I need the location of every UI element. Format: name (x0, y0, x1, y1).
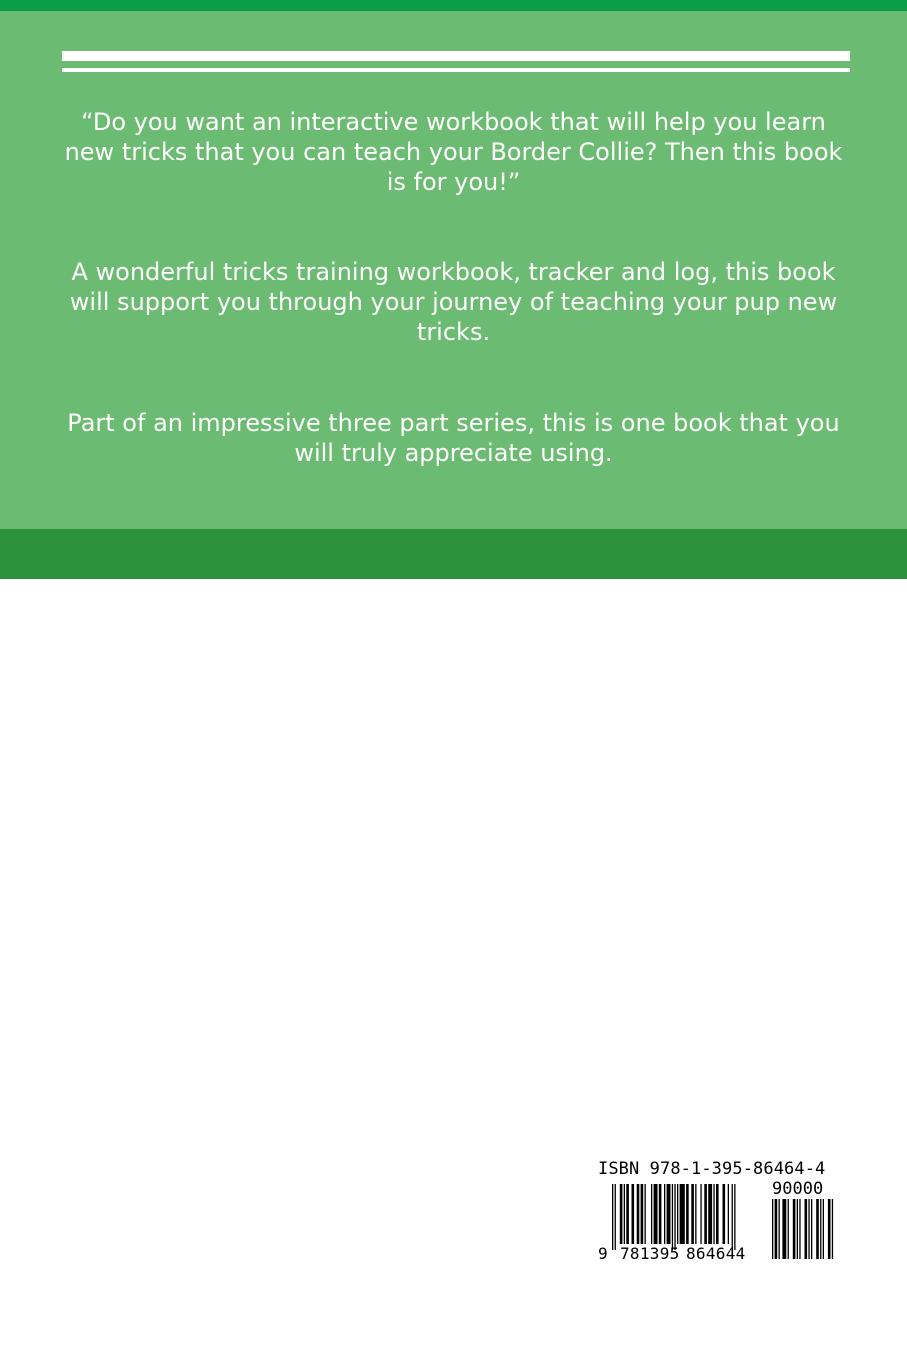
description-panel (0, 11, 907, 529)
barcode-bar (782, 1199, 786, 1259)
barcode-bar (713, 1184, 714, 1244)
barcode-bar (632, 1184, 635, 1244)
blurb-paragraph-3: Part of an impressive three part series, this is one book that you will truly appreciate using. (67, 409, 840, 467)
barcode-bar (734, 1184, 735, 1250)
barcode-right-digits: 864644 (686, 1244, 746, 1263)
barcode-bar (779, 1199, 780, 1259)
bottom-color-band (0, 529, 907, 579)
barcode-bar (797, 1199, 798, 1259)
isbn-barcode (598, 1159, 855, 1264)
barcode-bar (799, 1199, 800, 1259)
barcode-bar (686, 1184, 689, 1244)
barcode-bar (615, 1184, 616, 1250)
barcode-bar (811, 1199, 812, 1259)
ean13-barcode-bars (612, 1184, 760, 1250)
blurb-paragraph-2: A wonderful tricks training workbook, tracker and log, this book will support you through your journey of teaching your pup new tricks. (69, 258, 838, 346)
barcode-bar (716, 1184, 719, 1244)
barcode-bar (612, 1184, 613, 1250)
barcode-bar (677, 1184, 678, 1244)
barcode-bar (691, 1184, 694, 1244)
barcode-bar (816, 1199, 819, 1259)
barcode-bar (624, 1184, 625, 1244)
barcode-bar (772, 1199, 773, 1259)
barcode-left-digits: 781395 (620, 1244, 680, 1263)
barcode-bar (695, 1184, 696, 1244)
decorative-rule-thick (62, 51, 850, 61)
barcode-bar (645, 1184, 646, 1244)
barcode-bar (674, 1184, 675, 1250)
barcode-bar (659, 1184, 662, 1244)
blurb-paragraph-1: “Do you want an interactive workbook that will help you learn new tricks that you can teach your Border Collie? Then this book is for you!” (64, 108, 843, 196)
barcode-bar (728, 1184, 729, 1244)
top-color-strip (0, 0, 907, 11)
isbn-number: ISBN 978-1-395-86464-4 (598, 1159, 826, 1179)
barcode-bar (637, 1184, 640, 1244)
barcode-bar (680, 1184, 685, 1244)
barcode-bar (626, 1184, 629, 1244)
barcode-bar (788, 1199, 789, 1259)
barcode-bar (641, 1184, 644, 1244)
barcode-bar (793, 1199, 796, 1259)
barcode-bar (732, 1184, 733, 1250)
price-code: 90000 (772, 1179, 824, 1199)
barcode-bar (651, 1184, 652, 1244)
barcode-bar (667, 1184, 671, 1244)
barcode-bar (828, 1199, 831, 1259)
decorative-rule-thin (62, 68, 850, 72)
barcode-bar (654, 1184, 658, 1244)
barcode-bar (775, 1199, 778, 1259)
barcode-bar (672, 1184, 673, 1250)
barcode-bar (808, 1199, 809, 1259)
barcode-bar (704, 1184, 707, 1244)
barcode-first-digit: 9 (598, 1244, 608, 1263)
barcode-bar (708, 1184, 712, 1244)
barcode-bar (620, 1184, 623, 1244)
barcode-bar (832, 1199, 833, 1259)
price-addon-bars (772, 1199, 852, 1259)
barcode-bar (823, 1199, 824, 1259)
barcode-bar (723, 1184, 726, 1244)
barcode-bar (820, 1199, 821, 1259)
barcode-bar (805, 1199, 808, 1259)
barcode-bar (664, 1184, 665, 1244)
barcode-bar (700, 1184, 701, 1244)
